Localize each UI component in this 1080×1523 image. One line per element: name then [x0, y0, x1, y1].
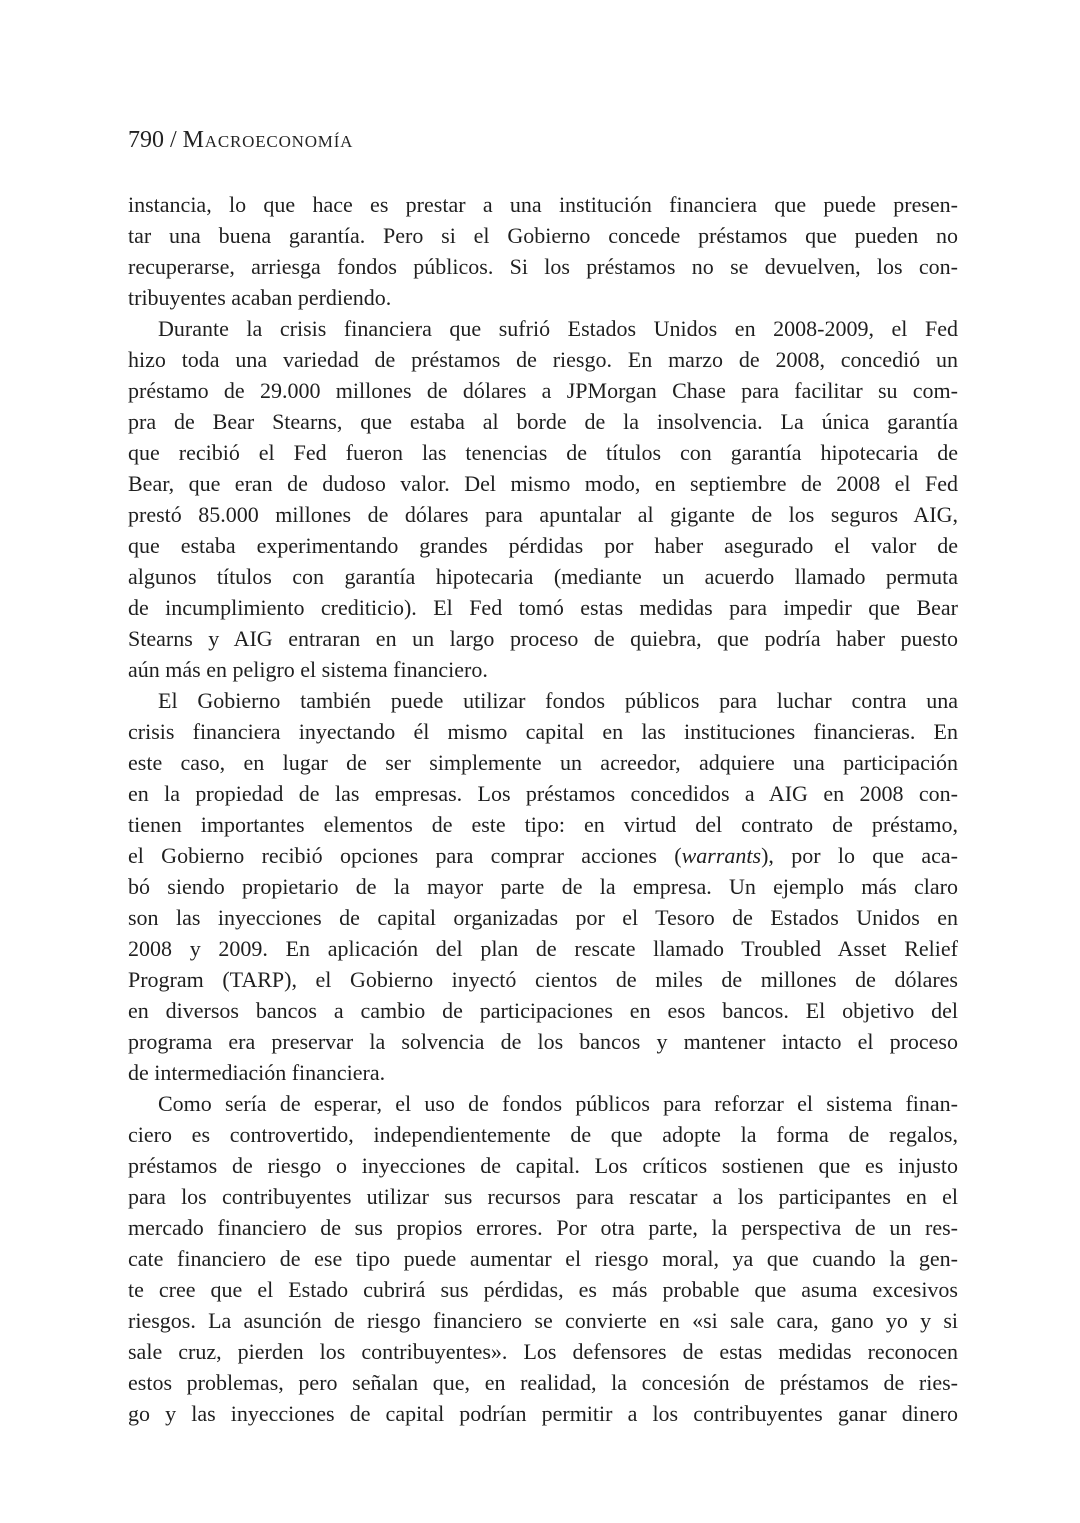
text-line: Como sería de esperar, el uso de fondos públicos para reforzar el sistema finan- [158, 1091, 958, 1116]
paragraph [128, 189, 958, 313]
text-line: pra de Bear Stearns, que estaba al borde de la insolvencia. La única garantía [128, 409, 958, 434]
paragraph [128, 1088, 958, 1429]
text-line: cate financiero de ese tipo puede aumentar el riesgo moral, ya que cuando la gen- [128, 1246, 958, 1271]
page-number: 790 [128, 127, 164, 153]
text-line: Durante la crisis financiera que sufrió Estados Unidos en 2008-2009, el Fed [158, 316, 958, 341]
text-line: El Gobierno también puede utilizar fondos públicos para luchar contra una [158, 688, 958, 713]
text-line: riesgos. La asunción de riesgo financiero se convierte en «si sale cara, gano yo y si [128, 1308, 958, 1333]
text-line: prestó 85.000 millones de dólares para apuntalar al gigante de los seguros AIG, [128, 502, 958, 527]
text-line: son las inyecciones de capital organizadas por el Tesoro de Estados Unidos en [128, 905, 958, 930]
text-line: para los contribuyentes utilizar sus recursos para rescatar a los participantes en el [128, 1184, 958, 1209]
text-line: instancia, lo que hace es prestar a una institución financiera que puede presen- [128, 192, 958, 217]
text-line: que recibió el Fed fueron las tenencias de títulos con garantía hipotecaria de [128, 440, 958, 465]
text-line: tienen importantes elementos de este tipo: en virtud del contrato de préstamo, [128, 812, 958, 837]
text-line: sale cruz, pierden los contribuyentes». Los defensores de estas medidas reconocen [128, 1339, 958, 1364]
text-line: crisis financiera inyectando él mismo capital en las instituciones financieras. En [128, 719, 958, 744]
text-line: en diversos bancos a cambio de participaciones en esos bancos. El objetivo del [128, 998, 958, 1023]
book-title: Macroeconomía [182, 127, 354, 153]
text-line: 2008 y 2009. En aplicación del plan de rescate llamado Troubled Asset Relief [128, 936, 958, 961]
text-line: Program (TARP), el Gobierno inyectó cientos de miles de millones de dólares [128, 967, 958, 992]
text-line: préstamos de riesgo o inyecciones de capital. Los críticos sostienen que es injusto [128, 1153, 958, 1178]
text-line: Stearns y AIG entraran en un largo proceso de quiebra, que podría haber puesto [128, 626, 958, 651]
text-line: en la propiedad de las empresas. Los préstamos concedidos a AIG en 2008 con- [128, 781, 958, 806]
text-line: algunos títulos con garantía hipotecaria (mediante un acuerdo llamado permuta [128, 564, 958, 589]
text-line: préstamo de 29.000 millones de dólares a JPMorgan Chase para facilitar su com- [128, 378, 958, 403]
paragraph [128, 685, 958, 1088]
body-text [128, 189, 958, 1429]
text-line: mercado financiero de sus propios errores. Por otra parte, la perspectiva de un res- [128, 1215, 958, 1240]
paragraph [128, 313, 958, 685]
text-line: el Gobierno recibió opciones para comprar acciones (warrants), por lo que aca- [128, 843, 958, 868]
text-line: ciero es controvertido, independientemente de que adopte la forma de regalos, [128, 1122, 958, 1147]
text-line: tribuyentes acaban perdiendo. [128, 285, 392, 310]
text-line: que estaba experimentando grandes pérdidas por haber asegurado el valor de [128, 533, 958, 558]
page-header [128, 126, 353, 154]
text-line: go y las inyecciones de capital podrían permitir a los contribuyentes ganar dinero [128, 1401, 958, 1426]
text-line: de intermediación financiera. [128, 1060, 386, 1085]
text-line: recuperarse, arriesga fondos públicos. Si los préstamos no se devuelven, los con- [128, 254, 958, 279]
text-line: Bear, que eran de dudoso valor. Del mismo modo, en septiembre de 2008 el Fed [128, 471, 958, 496]
text-line: bó siendo propietario de la mayor parte de la empresa. Un ejemplo más claro [128, 874, 958, 899]
text-line: este caso, en lugar de ser simplemente un acreedor, adquiere una participación [128, 750, 958, 775]
text-line: aún más en peligro el sistema financiero. [128, 657, 488, 682]
header-separator: / [164, 127, 183, 153]
text-line: de incumplimiento crediticio). El Fed tomó estas medidas para impedir que Bear [128, 595, 958, 620]
text-line: programa era preservar la solvencia de los bancos y mantener intacto el proceso [128, 1029, 958, 1054]
text-line: hizo toda una variedad de préstamos de riesgo. En marzo de 2008, concedió un [128, 347, 958, 372]
text-line: estos problemas, pero señalan que, en realidad, la concesión de préstamos de ries- [128, 1370, 958, 1395]
text-line: te cree que el Estado cubrirá sus pérdidas, es más probable que asuma excesivos [128, 1277, 958, 1302]
text-line: tar una buena garantía. Pero si el Gobierno concede préstamos que pueden no [128, 223, 958, 248]
